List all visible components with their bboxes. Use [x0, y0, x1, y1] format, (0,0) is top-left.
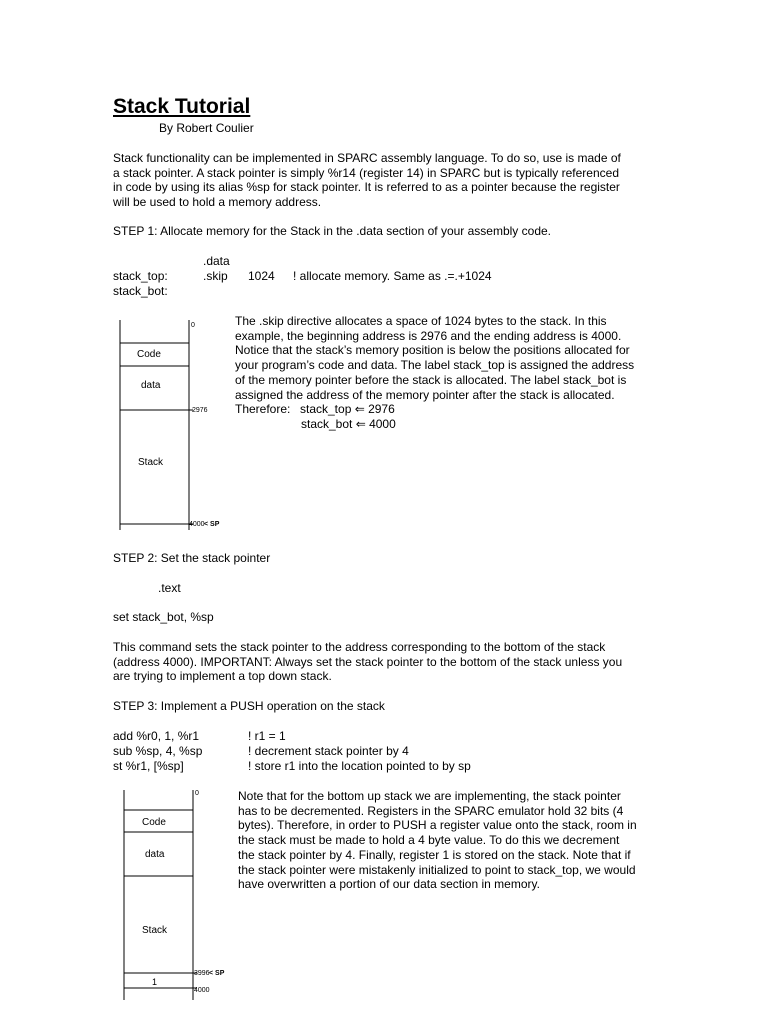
block-code: Code	[142, 817, 166, 828]
step1-heading: STEP 1: Allocate memory for the Stack in the .data section of your assembly code.	[113, 224, 551, 238]
stack-bot-label: stack_bot:	[113, 284, 168, 298]
explanation-line: your program’s code and data. The label stack_top is assigned the address	[235, 358, 635, 373]
explanation-line: of the memory pointer before the stack is allocated. The label stack_bot is	[235, 372, 627, 387]
page-title: Stack Tutorial	[113, 95, 251, 118]
code-op: add %r0, 1, %r1	[113, 729, 200, 743]
text-directive: .text	[158, 581, 181, 595]
block-data: data	[145, 849, 165, 860]
addr-4000: 4000	[194, 987, 210, 994]
memory-diagram-2	[114, 786, 244, 1006]
block-code: Code	[137, 349, 161, 360]
explanation-line: are trying to implement a top down stack.	[113, 669, 332, 684]
intro-line: in code by using its alias %sp for stack pointer. It is referred to as a pointer because the register	[113, 180, 620, 195]
explanation-line: (address 4000). IMPORTANT: Always set the stack pointer to the bottom of the stack unless you	[113, 654, 623, 669]
explanation-line: bytes). Therefore, in order to PUSH a register value onto the stack, room in	[238, 818, 637, 833]
explanation-line: Note that for the bottom up stack we are implementing, the stack pointer	[238, 789, 621, 803]
code-comment: ! store r1 into the location pointed to by sp	[248, 759, 471, 773]
explanation-line: Notice that the stack’s memory position is below the positions allocated for	[235, 343, 630, 358]
stored-value: 1	[152, 977, 158, 987]
block-stack: Stack	[142, 925, 168, 936]
assign-stack-bot: stack_bot ⇐ 4000	[301, 416, 396, 431]
explanation-line: assigned the address of the memory pointer after the stack is allocated.	[235, 387, 615, 402]
step3-heading: STEP 3: Implement a PUSH operation on the stack	[113, 699, 385, 713]
explanation-line: have overwritten a portion of our data section in memory.	[238, 877, 540, 892]
assign-stack-top: stack_top ⇐ 2976	[300, 402, 395, 417]
addr-2976: 2976	[192, 407, 208, 414]
explanation-line: the stack pointer were mistakenly initialized to point to stack_top, we would	[238, 862, 636, 877]
addr-4000: 4000	[189, 521, 205, 528]
block-data: data	[141, 380, 161, 391]
addr-0: 0	[191, 322, 195, 329]
intro-line: Stack functionality can be implemented in SPARC assembly language. To do so, use is made of	[113, 151, 621, 165]
author-line: By Robert Coulier	[159, 121, 254, 135]
therefore-label: Therefore:	[235, 402, 291, 417]
explanation-line: the stack must be made to hold a 4 byte value. To do this we decrement	[238, 833, 620, 848]
explanation-line: has to be decremented. Registers in the SPARC emulator hold 32 bits (4	[238, 803, 624, 818]
code-comment: ! decrement stack pointer by 4	[248, 744, 409, 758]
skip-value: 1024	[248, 269, 275, 283]
intro-line: a stack pointer. A stack pointer is simply %r14 (register 14) in SPARC but is typically referenced	[113, 165, 619, 180]
addr-0: 0	[195, 790, 199, 797]
memory-diagram-1	[110, 316, 240, 536]
intro-line: will be used to hold a memory address.	[113, 195, 322, 210]
explanation-line: This command sets the stack pointer to the address corresponding to the bottom of the stack	[113, 640, 606, 654]
block-stack: Stack	[138, 457, 164, 468]
stack-top-label: stack_top:	[113, 269, 168, 283]
explanation-line: example, the beginning address is 2976 and the ending address is 4000.	[235, 328, 622, 343]
explanation-line: the stack pointer by 4. Finally, register 1 is stored on the stack. Note that if	[238, 847, 631, 862]
code-op: sub %sp, 4, %sp	[113, 744, 203, 758]
step2-heading: STEP 2: Set the stack pointer	[113, 551, 271, 565]
code-op: st %r1, [%sp]	[113, 759, 184, 773]
code-comment: ! r1 = 1	[248, 729, 286, 743]
addr-3996: 3996	[194, 970, 210, 977]
skip-comment: ! allocate memory. Same as .=.+1024	[293, 269, 492, 283]
set-instruction: set stack_bot, %sp	[113, 610, 214, 624]
skip-directive: .skip	[203, 269, 228, 283]
sp-marker: < SP	[204, 521, 220, 528]
sp-marker: < SP	[209, 970, 225, 977]
explanation-line: The .skip directive allocates a space of 1024 bytes to the stack. In this	[235, 314, 607, 328]
data-directive: .data	[203, 254, 230, 268]
